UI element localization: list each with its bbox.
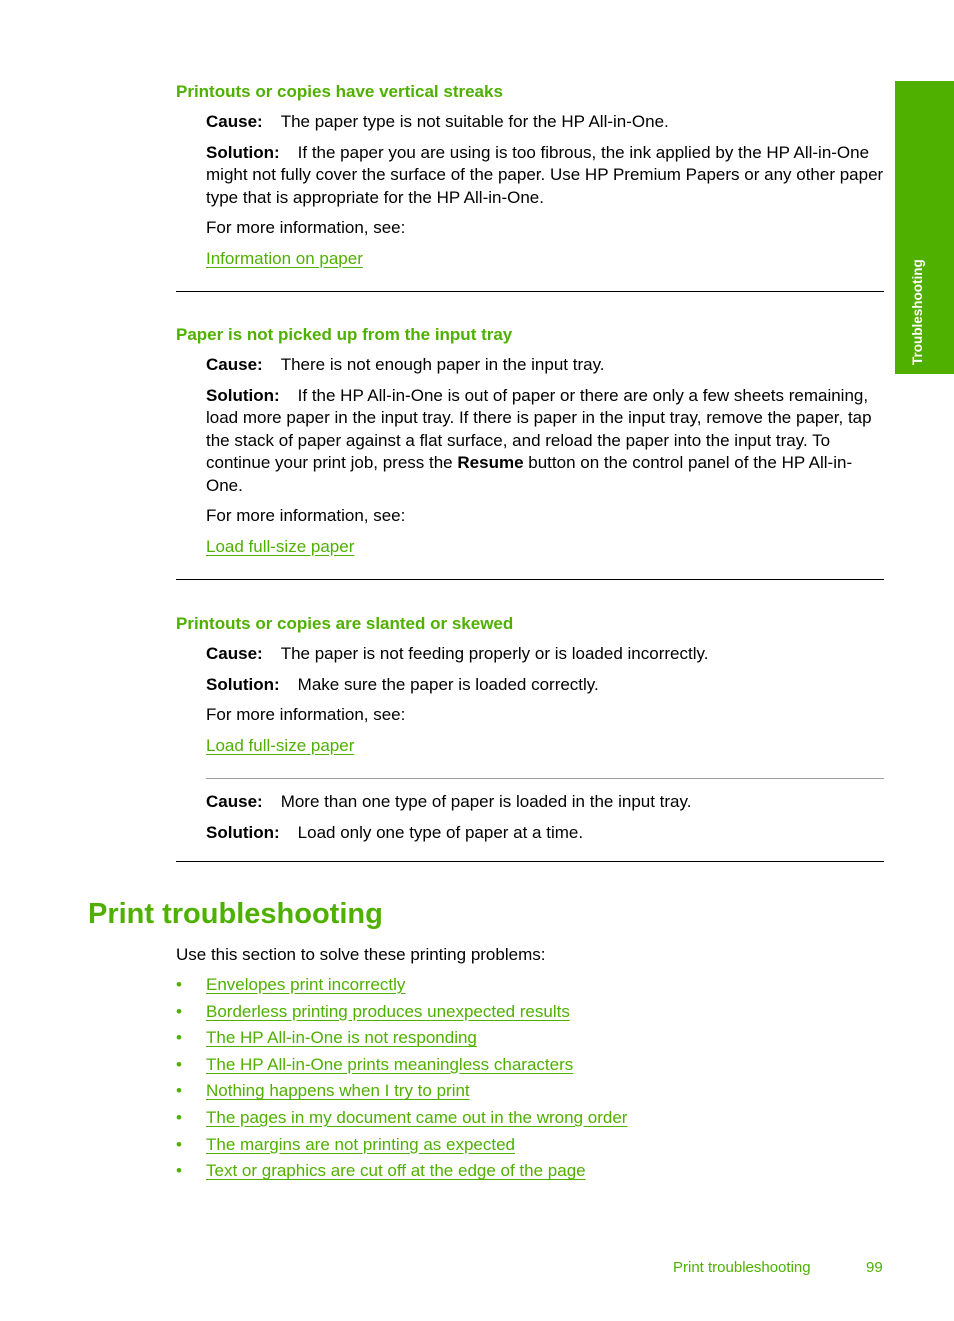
solution-paragraph xyxy=(206,674,884,697)
cause-divider xyxy=(206,778,884,779)
link-meaningless-characters[interactable]: The HP All-in-One prints meaningless characters xyxy=(206,1054,574,1074)
intro-text: Use this section to solve these printing problems: xyxy=(176,945,546,964)
cause-label: Cause: xyxy=(206,355,263,374)
solution-label: Solution: xyxy=(206,674,280,694)
more-info-text: For more information, see: xyxy=(206,506,406,525)
cause-text: More than one type of paper is loaded in the input tray. xyxy=(280,792,692,811)
list-item xyxy=(176,1001,627,1028)
section-body-multiple-paper-types xyxy=(176,791,884,844)
link-borderless-printing[interactable]: Borderless printing produces unexpected results xyxy=(206,1001,570,1021)
solution-text: Make sure the paper is loaded correctly. xyxy=(297,674,599,694)
more-info-text: For more information, see: xyxy=(206,218,406,237)
solution-label: Solution: xyxy=(206,385,280,405)
link-nothing-happens[interactable]: Nothing happens when I try to print xyxy=(206,1081,470,1101)
section-heading-paper-not-picked-up: Paper is not picked up from the input tray xyxy=(176,325,513,344)
footer-section-label: Print troubleshooting xyxy=(673,1259,811,1276)
list-item xyxy=(176,1027,627,1054)
list-item xyxy=(176,1054,627,1081)
solution-text-before: If the HP All-in-One is out of paper or there are only a few sheets remaining, load more paper in the input tray. If there is paper in the input tray, remove the paper, tap the stack of paper against a flat surface, and reload the paper into the input tray. To continue your print job, press the xyxy=(206,385,872,472)
bullet-icon: • xyxy=(176,1054,182,1074)
section-heading-slanted-or-skewed: Printouts or copies are slanted or skewed xyxy=(176,614,514,633)
link-load-full-size-paper[interactable]: Load full-size paper xyxy=(206,536,355,556)
link-envelopes-print-incorrectly[interactable]: Envelopes print incorrectly xyxy=(206,975,406,994)
bullet-icon: • xyxy=(176,1107,182,1127)
cause-label: Cause: xyxy=(206,644,263,663)
cause-text: There is not enough paper in the input tray. xyxy=(280,355,605,374)
cause-paragraph xyxy=(206,111,884,134)
bullet-icon: • xyxy=(176,1161,182,1181)
link-not-responding[interactable]: The HP All-in-One is not responding xyxy=(206,1028,477,1048)
section-divider xyxy=(176,579,884,580)
link-cut-off[interactable]: Text or graphics are cut off at the edge of the page xyxy=(206,1161,586,1181)
page-title: Print troubleshooting xyxy=(88,898,383,930)
section-divider xyxy=(176,291,884,292)
solution-text: If the paper you are using is too fibrous, the ink applied by the HP All-in-One might not fully cover the surface of the paper. Use HP Premium Papers or any other paper type that is appropriate for the HP All-in-One. xyxy=(206,142,884,207)
section-body-paper-not-picked-up xyxy=(176,354,884,558)
solution-text-after: button on the control panel of the HP All-in-One. xyxy=(206,453,853,495)
solution-label: Solution: xyxy=(206,142,280,162)
cause-text: The paper is not feeding properly or is loaded incorrectly. xyxy=(280,644,709,663)
side-tab-label: Troubleshooting xyxy=(910,259,925,365)
cause-paragraph xyxy=(206,643,884,666)
bullet-icon: • xyxy=(176,1028,182,1048)
list-item xyxy=(176,1080,627,1107)
cause-label: Cause: xyxy=(206,792,263,811)
bullet-icon: • xyxy=(176,1001,182,1021)
cause-text: The paper type is not suitable for the HP All-in-One. xyxy=(280,112,669,131)
section-heading-vertical-streaks: Printouts or copies have vertical streaks xyxy=(176,82,503,101)
list-item xyxy=(176,974,627,1001)
link-wrong-order[interactable]: The pages in my document came out in the wrong order xyxy=(206,1107,628,1127)
cause-label: Cause: xyxy=(206,112,263,131)
bullet-icon: • xyxy=(176,1081,182,1101)
solution-paragraph xyxy=(206,142,884,210)
section-body-vertical-streaks xyxy=(176,111,884,270)
section-divider xyxy=(176,861,884,862)
solution-text: Load only one type of paper at a time. xyxy=(297,822,584,842)
list-item xyxy=(176,1107,627,1134)
list-item xyxy=(176,1160,627,1187)
solution-label: Solution: xyxy=(206,822,280,842)
link-information-on-paper[interactable]: Information on paper xyxy=(206,248,363,268)
bullet-icon: • xyxy=(176,975,182,994)
problem-link-list xyxy=(176,974,627,1187)
bullet-icon: • xyxy=(176,1134,182,1154)
resume-button-name: Resume xyxy=(457,453,524,472)
link-load-full-size-paper[interactable]: Load full-size paper xyxy=(206,735,355,755)
content-column xyxy=(176,81,884,862)
more-info-text: For more information, see: xyxy=(206,705,406,724)
solution-paragraph xyxy=(206,822,884,845)
cause-paragraph xyxy=(206,791,884,814)
list-item xyxy=(176,1134,627,1161)
solution-paragraph xyxy=(206,385,884,498)
cause-paragraph xyxy=(206,354,884,377)
footer-page-number: 99 xyxy=(866,1259,883,1276)
section-body-slanted-or-skewed xyxy=(176,643,884,757)
link-margins[interactable]: The margins are not printing as expected xyxy=(206,1134,516,1154)
